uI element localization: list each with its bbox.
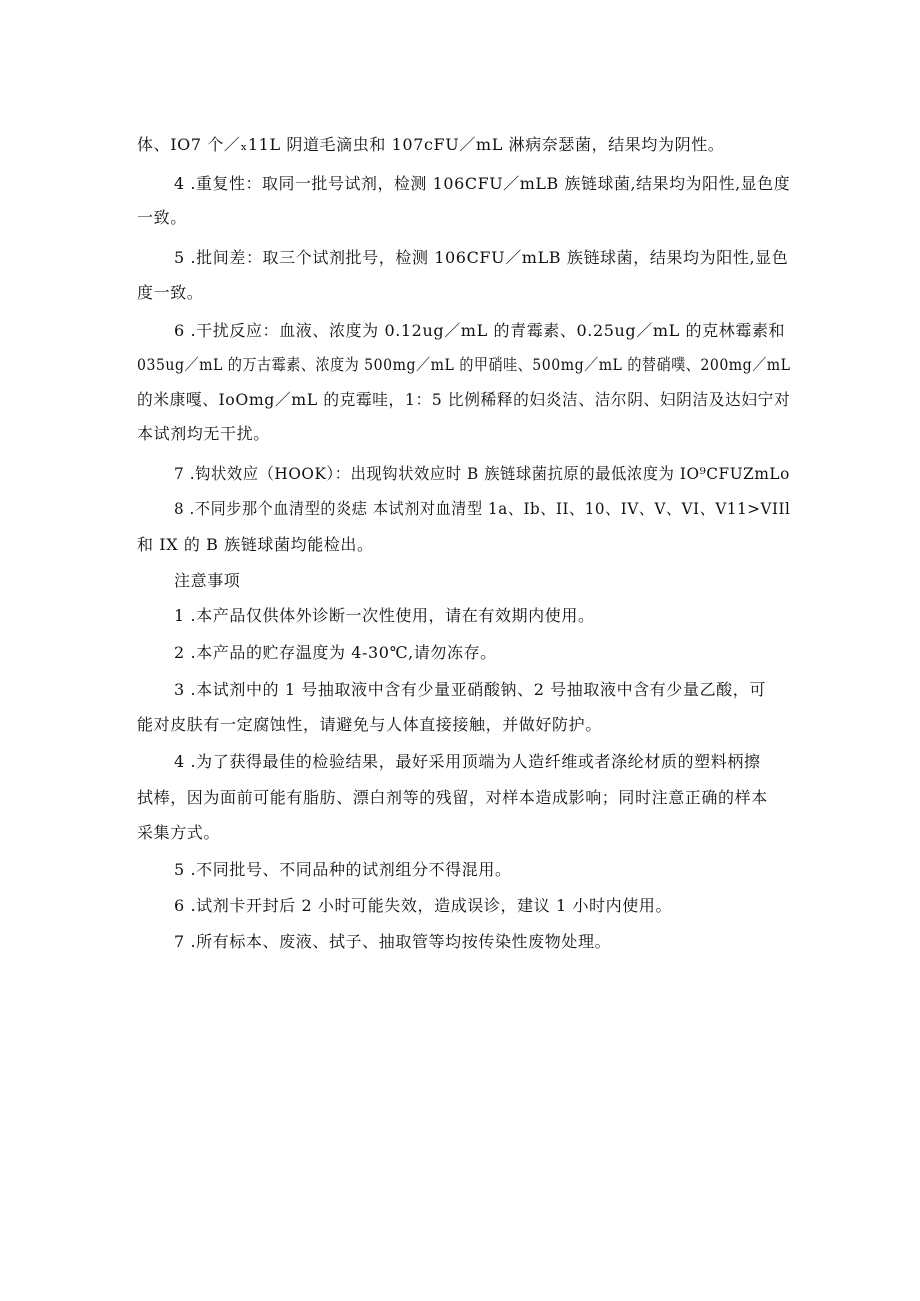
text-line: 2 .本产品的贮存温度为 4-30℃,请勿冻存。	[174, 643, 497, 662]
text-line: 6 .干扰反应：血液、浓度为 0.12ug／mL 的青霉素、0.25ug／mL 的克林霉素和	[174, 321, 786, 340]
text-line: 1 .本产品仅供体外诊断一次性使用，请在有效期内使用。	[174, 606, 595, 625]
text-line: 能对皮肤有一定腐蚀性，请避免与人体直接接触，并做好防护。	[137, 715, 602, 734]
text-line: 本试剂均无干扰。	[137, 424, 270, 443]
text-line: 8 .不同步那个血清型的炎痣 本试剂对血清型 1a、Ib、II、10、IV、V、VI、V11>VIIl	[174, 499, 791, 518]
section-heading: 注意事项	[174, 571, 241, 590]
text-line: 一致。	[137, 208, 187, 227]
text-line: 度一致。	[137, 283, 204, 302]
text-line: 拭棒，因为面前可能有脂肪、漂白剂等的残留，对样本造成影响；同时注意正确的样本	[137, 788, 768, 807]
text-line: 体、IO7 个／ₓ11L 阴道毛滴虫和 107cFU／mL 淋病奈瑟菌，结果均为阴性。	[137, 135, 725, 154]
text-line: 和 IX 的 B 族链球菌均能检出。	[137, 535, 374, 554]
text-line: 7 .钩状效应（HOOK）：出现钩状效应时 B 族链球菌抗原的最低浓度为 IO⁹CFUZmLo	[174, 464, 790, 483]
text-line: 3 .本试剂中的 1 号抽取液中含有少量亚硝酸钠、2 号抽取液中含有少量乙酸，可	[174, 680, 766, 699]
text-line: 5 .不同批号、不同品种的试剂组分不得混用。	[174, 860, 512, 879]
text-line: 的米康嘎、IoOmg／mL 的克霉哇，1：5 比例稀释的妇炎洁、洁尔阴、妇阴洁及达妇宁对	[137, 390, 791, 409]
text-line: 采集方式。	[137, 823, 221, 842]
text-line: 4 .为了获得最佳的检验结果，最好采用顶端为人造纤维或者涤纶材质的塑料柄擦	[174, 752, 761, 771]
text-line: 035ug／mL 的万古霉素、浓度为 500mg／mL 的甲硝哇、500mg／mL 的替硝噗、200mg／mL	[137, 355, 791, 374]
text-line: 6 .试剂卡开封后 2 小时可能失效，造成误诊，建议 1 小时内使用。	[174, 896, 673, 915]
text-line: 5 .批间差：取三个试剂批号，检测 106CFU／mLB 族链球菌，结果均为阳性,显色	[174, 248, 789, 267]
text-line: 7 .所有标本、废液、拭子、抽取管等均按传染性废物处理。	[174, 932, 612, 951]
text-line: 4 .重复性：取同一批号试剂，检测 106CFU／mLB 族链球菌,结果均为阳性,显色度	[174, 174, 791, 193]
